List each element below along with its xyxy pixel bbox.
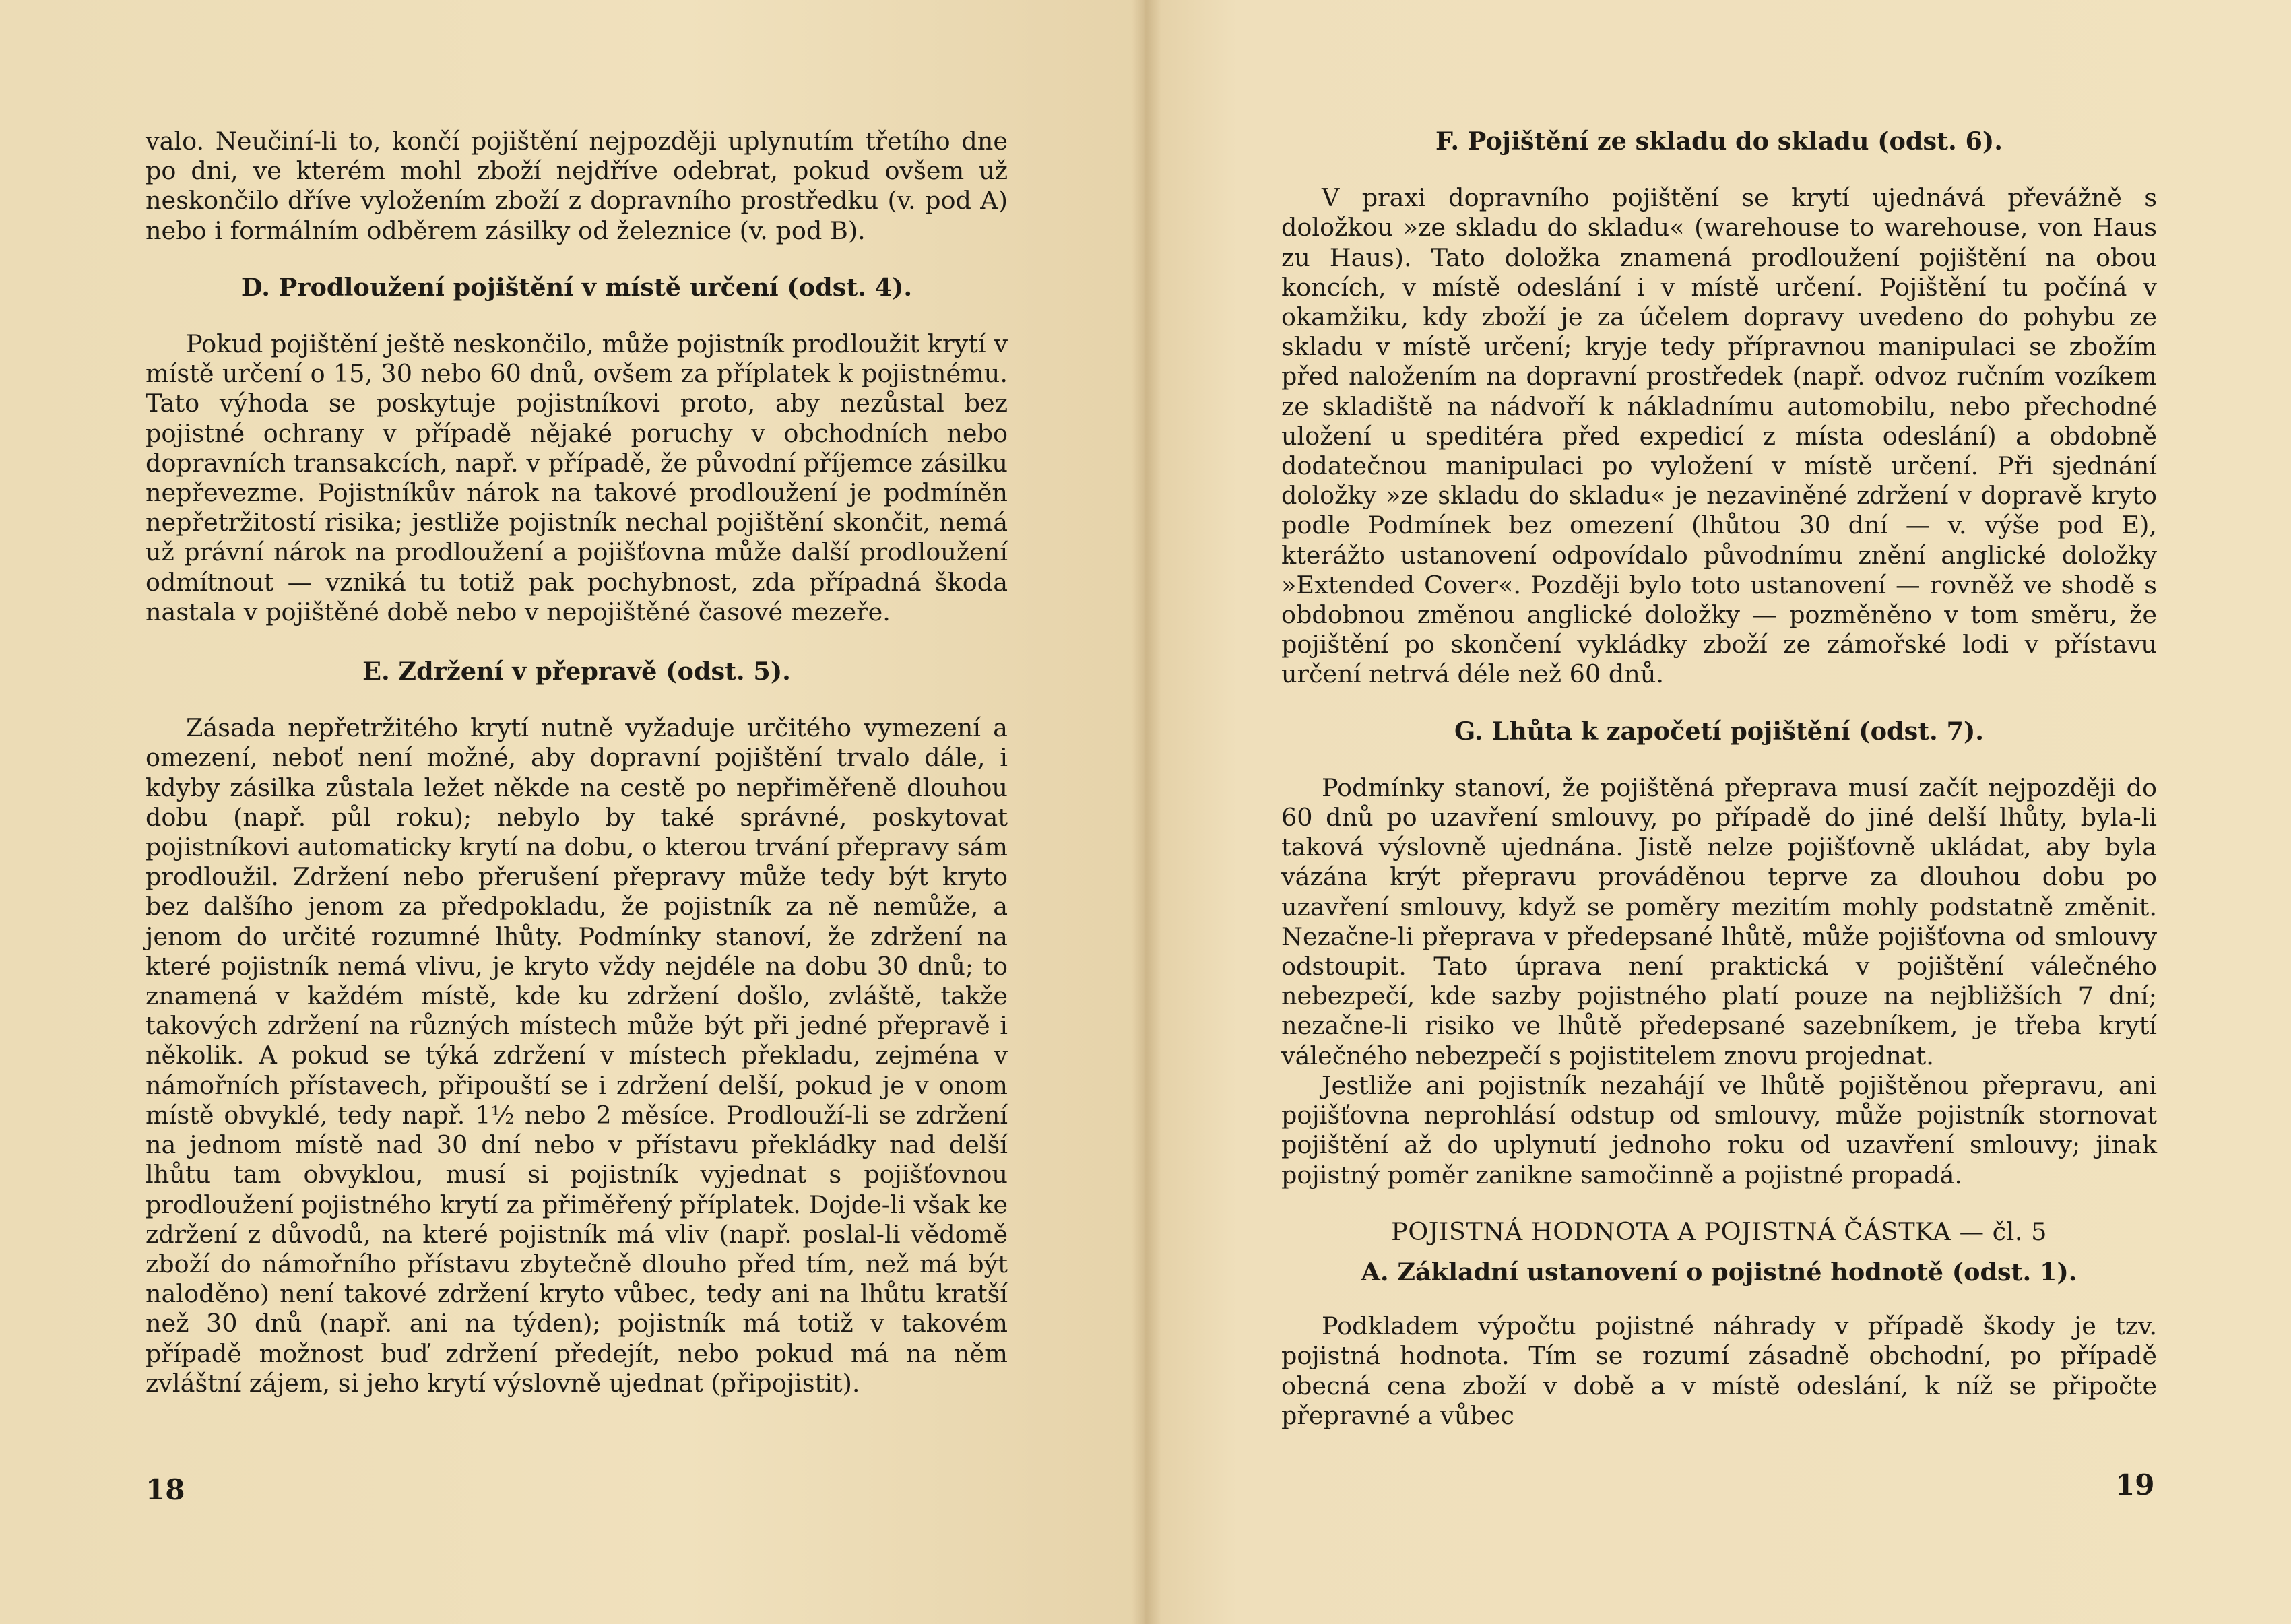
section-heading-d: D. Prodloužení pojištění v místě určení (odst. 4). [240,272,913,302]
right-page [1145,0,2291,1624]
right-text-column [1281,127,2157,1431]
paragraph: Jestliže ani pojistník nezahájí ve lhůtě pojištěnou přepravu, ani pojišťovna neprohlásí odstup od smlouvy, může pojistník stornovat pojištění až do uplynutí jednoho roku od uzavření smlouvy; jinak pojistný poměr zanikne samočinně a pojistné propadá. [1281,1070,2157,1190]
paragraph: Pokud pojištění ještě neskončilo, může pojistník prodloužit krytí v místě určení o 15, 30 nebo 60 dnů, ovšem za příplatek k pojistnému. Tato výhoda se poskytuje pojistníkovi proto, aby nezůstal bez pojistné ochrany v případě nějaké poruchy v obchodních nebo dopravních transakcích, např. v případě, že původní příjemce zásilku nepřevezme. Pojistníkův nárok na takové prodloužení je podmíněn nepřetržitostí risika; jestliže pojistník nechal pojištění skončit, nemá už právní nárok na prodloužení a pojišťovna může další prodloužení odmítnout — vzniká tu totiž pak pochybnost, zda případná škoda nastala v pojištěné době nebo v nepojištěné časové mezeře. [146,329,1008,626]
left-text-column [146,127,1008,1398]
paragraph: Podkladem výpočtu pojistné náhrady v případě škody je tzv. pojistná hodnota. Tím se rozumí zásadně obchodní, po případě obecná cena zboží v době a v místě odeslání, k níž se připočte přepravné a vůbec [1281,1311,2157,1430]
section-heading-e: E. Zdržení v přepravě (odst. 5). [362,657,791,686]
section-heading-g: G. Lhůta k započetí pojištění (odst. 7). [1454,716,1985,746]
section-heading-f: F. Pojištění ze skladu do skladu (odst. 6). [1435,127,2003,156]
paragraph: valo. Neučiní-li to, končí pojištění nejpozději uplynutím třetího dne po dni, ve kterém mohl zboží nejdříve odebrat, pokud ovšem už neskončilo dříve vyložením zboží z dopravního prostředku (v. pod A) nebo i formálním odběrem zásilky od železnice (v. pod B). [146,127,1008,245]
book-gutter [1132,0,1161,1624]
paragraph: V praxi dopravního pojištění se krytí ujednává převážně s doložkou »ze skladu do skladu« (warehouse to warehouse, von Haus zu Haus). Tato doložka znamená prodloužení pojištění na obou koncích, v místě odeslání i v místě určení. Pojištění tu počíná v okamžiku, kdy zboží je za účelem dopravy uvedeno do pohybu ze skladu v místě určení; kryje tedy přípravnou manipulaci se zbožím před naložením na dopravní prostředek (např. odvoz ručním vozíkem ze skladiště na nádvoří k nákladnímu automobilu, nebo přechodné uložení u speditéra před expedicí z místa odeslání) a obdobně dodatečnou manipulaci po vyložení v místě určení. Při sjednání doložky »ze skladu do skladu« je nezaviněné zdržení v dopravě kryto podle Podmínek bez omezení (lhůtou 30 dní — v. výše pod E), kterážto ustanovení odpovídalo původnímu znění anglické doložky »Extended Cover«. Později bylo toto ustanovení — rovněž ve shodě s obdobnou změnou anglické doložky — pozměněno v tom směru, že pojištění po skončení vykládky zboží ze zámořské lodi v přístavu určení netrvá déle než 60 dnů. [1281,183,2157,689]
page-number: 18 [146,1473,185,1506]
page-number: 19 [2115,1468,2155,1501]
paragraph: Zásada nepřetržitého krytí nutně vyžaduje určitého vymezení a omezení, neboť není možné, aby dopravní pojištění trvalo dále, i kdyby zásilka zůstala ležet někde na cestě po nepřiměřeně dlouhou dobu (např. půl roku); nebylo by také správné, poskytovat pojistníkovi automaticky krytí na dobu, o kterou trvání přepravy sám prodloužil. Zdržení nebo přerušení přepravy může tedy být kryto bez dalšího jenom za předpokladu, že pojistník za ně nemůže, a jenom do určité rozumné lhůty. Podmínky stanoví, že zdržení na které pojistník nemá vlivu, je kryto vždy nejdéle na dobu 30 dnů; to znamená v každém místě, kde ku zdržení došlo, zvláště, takže takových zdržení na různých místech může být při jedné přepravě i několik. A pokud se týká zdržení v místech překladu, zejména v námořních přístavech, připouští se i zdržení delší, pokud je v onom místě obvyklé, tedy např. 1½ nebo 2 měsíce. Prodlouží-li se zdržení na jednom místě nad 30 dní nebo v přístavu překládky nad delší lhůtu tam obvyklou, musí si pojistník vyjednat s pojišťovnou prodloužení pojistného krytí za přiměřený příplatek. Dojde-li však ke zdržení z důvodů, na které pojistník má vliv (např. poslal-li vědomě zboží do námořního přístavu zbytečně dlouho před tím, než má být naloděno) není takové zdržení kryto vůbec, tedy ani na lhůtu kratší než 30 dnů (např. ani na týden); pojistník má totiž v takovém případě možnost buď zdržení předejít, nebo pokud má na něm zvláštní zájem, si jeho krytí výslovně ujednat (připojistit). [146,713,1008,1398]
section-heading-a: A. Základní ustanovení o pojistné hodnotě (odst. 1). [1361,1257,2077,1287]
chapter-title: POJISTNÁ HODNOTA A POJISTNÁ ČÁSTKA — čl. 5 [1391,1216,2047,1246]
left-page [0,0,1145,1624]
paragraph: Podmínky stanoví, že pojištěná přeprava musí začít nejpozději do 60 dnů po uzavření smlouvy, po případě do jiné delší lhůty, byla-li taková výslovně ujednána. Jistě nelze pojišťovně ukládat, aby byla vázána krýt přepravu prováděnou teprve za dlouhou dobu po uzavření smlouvy, když se poměry mezitím mohly podstatně změnit. Nezačne-li přeprava v předepsané lhůtě, může pojišťovna od smlouvy odstoupit. Tato úprava není praktická v pojištění válečného nebezpečí, kde sazby pojistného platí pouze na nejbližších 7 dní; nezačne-li risiko ve lhůtě předepsané sazebníkem, je třeba krytí válečného nebezpečí s pojistitelem znovu projednat. [1281,773,2157,1070]
